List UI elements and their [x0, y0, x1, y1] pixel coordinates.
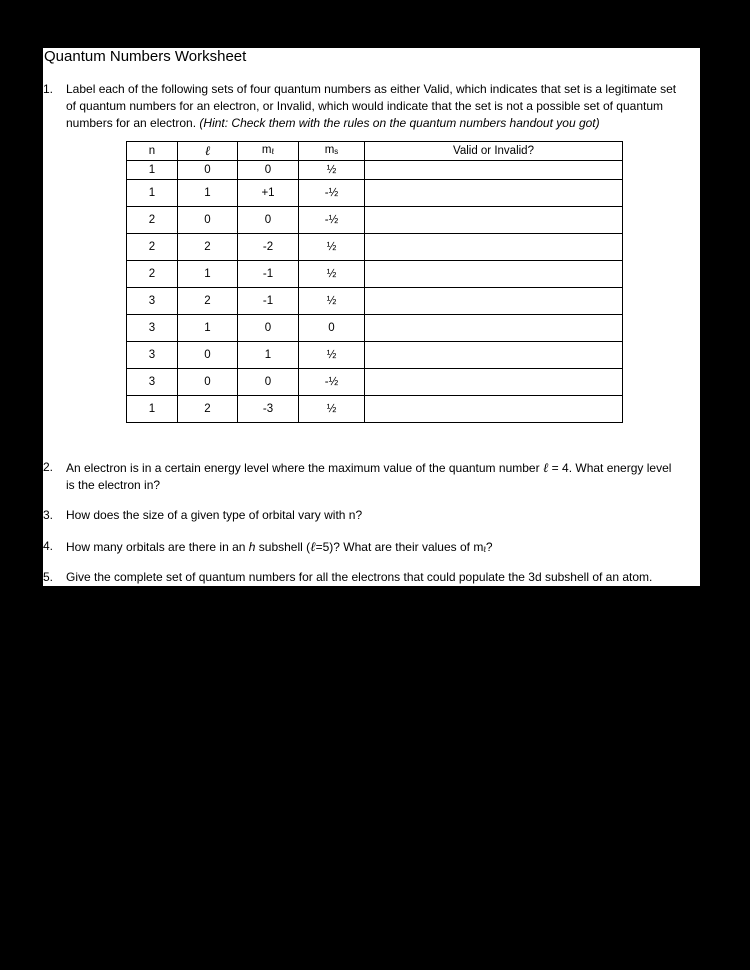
table-row — [127, 180, 623, 207]
question-number: 3. — [43, 508, 54, 522]
question-number: 1. — [43, 82, 54, 96]
cell-ms: -½ — [299, 369, 365, 396]
cell-valid[interactable] — [365, 369, 623, 396]
cell-valid[interactable] — [365, 315, 623, 342]
cell-n: 3 — [127, 342, 178, 369]
question-line-text: ? — [485, 540, 493, 554]
cell-ms: 0 — [299, 315, 365, 342]
header-ms — [299, 142, 365, 161]
question-line — [66, 538, 700, 558]
question-line-text: numbers for an electron. — [66, 116, 200, 130]
page-title: Quantum Numbers Worksheet — [44, 48, 247, 65]
question-line — [66, 115, 700, 132]
cell-ml: 0 — [238, 315, 299, 342]
question-text — [66, 538, 700, 558]
question-number: 5. — [43, 570, 54, 584]
cell-ml: -2 — [238, 234, 299, 261]
cell-n: 2 — [127, 234, 178, 261]
question-text — [66, 569, 700, 586]
cell-l: 0 — [178, 342, 238, 369]
table-row — [127, 315, 623, 342]
question-line: of quantum numbers for an electron, or Invalid, which would indicate that the set is not a possible set of quantum — [66, 99, 664, 113]
cell-valid[interactable] — [365, 161, 623, 180]
cell-ms: ½ — [299, 288, 365, 315]
question-line — [66, 459, 700, 477]
h-italic: h — [248, 540, 256, 554]
cell-l: 2 — [178, 234, 238, 261]
cell-ml: 0 — [238, 207, 299, 234]
cell-n: 1 — [127, 161, 178, 180]
cell-ms: -½ — [299, 207, 365, 234]
question-line-text: How many orbitals are there in an — [66, 540, 249, 554]
l-symbol: ℓ — [310, 539, 316, 554]
question-text — [66, 81, 700, 132]
cell-ms: ½ — [299, 396, 365, 423]
cell-valid[interactable] — [365, 180, 623, 207]
cell-ml: -1 — [238, 261, 299, 288]
cell-n: 3 — [127, 288, 178, 315]
cell-ms: ½ — [299, 261, 365, 288]
cell-n: 2 — [127, 207, 178, 234]
table-row — [127, 207, 623, 234]
cell-valid[interactable] — [365, 261, 623, 288]
header-ml-sub: ℓ — [271, 147, 275, 156]
question-line-text: =5)? What are their values of m — [315, 540, 484, 554]
cell-valid[interactable] — [365, 396, 623, 423]
question-line-text: = 4. What energy level — [548, 461, 672, 475]
cell-valid[interactable] — [365, 207, 623, 234]
question-text — [66, 459, 700, 494]
cell-valid[interactable] — [365, 234, 623, 261]
question-number: 2. — [43, 460, 54, 474]
table-row — [127, 342, 623, 369]
quantum-numbers-table — [126, 141, 623, 423]
cell-ms: ½ — [299, 342, 365, 369]
cell-valid[interactable] — [365, 342, 623, 369]
cell-l: 2 — [178, 288, 238, 315]
cell-n: 1 — [127, 396, 178, 423]
cell-ms: ½ — [299, 161, 365, 180]
cell-l: 0 — [178, 207, 238, 234]
table-body — [127, 161, 623, 423]
cell-ml: +1 — [238, 180, 299, 207]
cell-n: 2 — [127, 261, 178, 288]
header-l: ℓ — [178, 142, 238, 161]
header-ml — [238, 142, 299, 161]
header-ms-base: m — [324, 144, 335, 156]
cell-ml: 1 — [238, 342, 299, 369]
question-number: 4. — [43, 539, 54, 553]
cell-l: 0 — [178, 369, 238, 396]
cell-n: 1 — [127, 180, 178, 207]
cell-ml: -1 — [238, 288, 299, 315]
table-row — [127, 261, 623, 288]
table-row — [127, 161, 623, 180]
question-line: How does the size of a given type of orbital vary with n? — [66, 508, 363, 522]
cell-ml: 0 — [238, 161, 299, 180]
question-line-text: subshell ( — [255, 540, 311, 554]
header-ms-sub: s — [334, 147, 339, 156]
cell-ms: -½ — [299, 180, 365, 207]
table-row — [127, 234, 623, 261]
question-line: is the electron in? — [66, 478, 161, 492]
header-ml-base: m — [261, 144, 272, 156]
table-row — [127, 369, 623, 396]
table-header-row — [127, 142, 623, 161]
header-valid: Valid or Invalid? — [365, 142, 623, 161]
worksheet-page — [43, 48, 700, 586]
cell-l: 0 — [178, 161, 238, 180]
question-line: Label each of the following sets of four quantum numbers as either Valid, which indicates that set is a legitimate set — [66, 82, 677, 96]
question-text — [66, 507, 700, 524]
cell-l: 1 — [178, 180, 238, 207]
question-line: Give the complete set of quantum numbers for all the electrons that could populate the 3d subshell of an atom. — [66, 570, 653, 584]
table-row — [127, 288, 623, 315]
cell-ml: 0 — [238, 369, 299, 396]
header-n: n — [127, 142, 178, 161]
cell-l: 1 — [178, 315, 238, 342]
cell-l: 1 — [178, 261, 238, 288]
ml-sub: ℓ — [483, 545, 486, 554]
cell-valid[interactable] — [365, 288, 623, 315]
cell-ml: -3 — [238, 396, 299, 423]
cell-n: 3 — [127, 315, 178, 342]
cell-l: 2 — [178, 396, 238, 423]
l-symbol: ℓ — [542, 460, 549, 475]
question-line-text: An electron is in a certain energy level where the maximum value of the quantum number — [66, 461, 543, 475]
cell-ms: ½ — [299, 234, 365, 261]
cell-n: 3 — [127, 369, 178, 396]
hint-text: (Hint: Check them with the rules on the quantum numbers handout you got) — [199, 116, 600, 130]
table-row — [127, 396, 623, 423]
